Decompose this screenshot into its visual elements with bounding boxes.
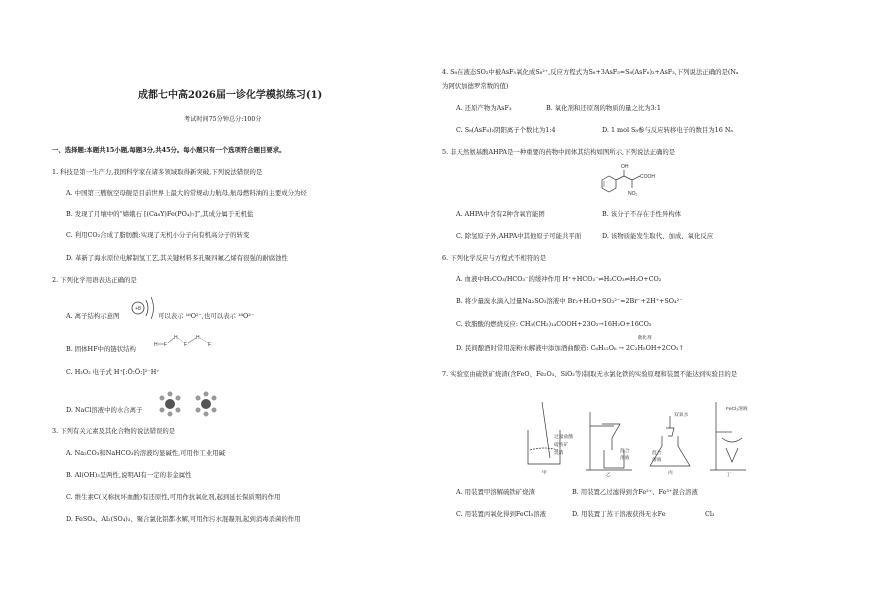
- q4-option-c: C. S₈(AsF₆)₂阴阳离子个数比为1:4: [456, 126, 556, 134]
- svg-text:F: F: [164, 342, 168, 348]
- catalyst-label: 催化剂: [638, 336, 652, 341]
- q7-option-d: D. 用装置丁蒸干溶液获得无水Fe: [572, 510, 666, 518]
- svg-text:混合: 混合: [620, 449, 630, 454]
- q1-option-d: D. 革新了海水原位电解制氢工艺,其关键材料多孔聚四氟乙烯有很强的耐腐蚀性: [66, 254, 288, 262]
- svg-text:FeCl₃溶液: FeCl₃溶液: [726, 407, 748, 412]
- page-title: 成都七中高2026届一诊化学模拟练习(1): [138, 90, 323, 101]
- hydrated-ion-diagram: [156, 390, 226, 418]
- svg-text:NO₂: NO₂: [628, 191, 638, 197]
- q6-option-a: A. 血液中H₂CO₃/HCO₃⁻的缓冲作用 H⁺+HCO₃⁻⇌H₂CO₃⇌H₂O+CO₂: [456, 275, 662, 283]
- q2-option-a-tail: 可以表示 ¹⁶O²⁻,也可以表示 ¹⁸O²⁻: [158, 312, 255, 320]
- q3-option-c: C. 维生素C(又称抗坏血酸)有还原性,可用作抗氧化剂,起到延长保质期的作用: [66, 493, 281, 501]
- svg-text:丁: 丁: [726, 473, 731, 478]
- q2-option-d: D. NaCl溶液中的水合离子: [66, 406, 143, 414]
- q7-option-d-tail: Cl₃: [705, 510, 715, 518]
- q3-option-a: A. Na₂CO₃和NaHCO₃的溶液均显碱性,可用作工业用碱: [66, 449, 225, 457]
- q6-stem: 6. 下列化学反应与方程式不相符的是: [442, 254, 546, 262]
- q7-option-c: C. 用装置丙氧化得到FeCl₃溶液: [456, 510, 546, 518]
- svg-text:溶液: 溶液: [652, 458, 662, 463]
- q4-stem-line2: 为阿伏加德罗常数的值): [442, 82, 509, 90]
- ahpa-structure: [592, 162, 682, 204]
- svg-text:H: H: [154, 342, 158, 348]
- q6-option-b: B. 将少量溴水滴入过量Na₂SO₃溶液中 Br₂+H₂O+SO₃²⁻=2Br⁻+2H⁺+SO₄²⁻: [456, 297, 683, 305]
- q4-option-a: A. 还原产物为AsF₃: [456, 104, 512, 112]
- hf-chain-diagram: [152, 334, 222, 352]
- q1-option-a: A. 中国第三艘航空母舰是目前世界上最大的常规动力航母,航母燃料油的主要成分为烃: [66, 189, 307, 197]
- svg-text:甲: 甲: [542, 471, 547, 476]
- q2-option-c: C. H₂O₂ 电子式 H⁺[:Ö:Ö:]²⁻H⁺: [66, 368, 160, 376]
- svg-text:F: F: [184, 342, 188, 348]
- svg-text:乙: 乙: [606, 473, 611, 478]
- nucleus-label: +8: [135, 306, 141, 312]
- q2-option-a: A. 离子结构示意图: [66, 312, 120, 320]
- svg-text:丙: 丙: [668, 471, 673, 476]
- svg-text:F: F: [208, 342, 212, 348]
- svg-text:混合: 混合: [652, 451, 662, 456]
- svg-text:硫铁矿: 硫铁矿: [554, 443, 569, 448]
- q2-option-b: B. 固体HF中的链状结构: [66, 345, 136, 353]
- svg-text:H: H: [174, 335, 178, 341]
- q7-stem: 7. 实验室由硫铁矿烧渣(含FeO、Fe₂O₃、SiO₂等)制取无水氯化铁的实验原理和装置不能达到实验目的是: [442, 370, 738, 378]
- q1-stem: 1. 科技是第一生产力,我国科学家在诸多领域取得新突破,下列说法错误的是: [52, 168, 263, 176]
- q7-option-b: B. 用装置乙过滤得到含Fe²⁺、Fe³⁺混合溶液: [572, 488, 698, 496]
- q4-option-d: D. 1 mol S₈参与反应转移电子的数目为16 Nₐ: [602, 126, 733, 134]
- q7-option-a: A. 用装置甲溶解硫铁矿烧渣: [456, 488, 535, 496]
- q6-option-d: D. 民间酿酒时常用淀粉水解液中添加酒曲酿造: C₆H₁₂O₆ → 2C₂H₅OH+2CO₂↑: [456, 344, 684, 352]
- svg-text:烧渣: 烧渣: [554, 451, 564, 456]
- q2-stem: 2. 下列化学用语表达正确的是: [52, 276, 137, 284]
- q1-option-c: C. 利用CO₂合成了脂肪酸:实现了无机小分子向有机高分子的转变: [66, 231, 250, 239]
- q5-option-a: A. AHPA中含有2种含氧官能团: [456, 210, 545, 218]
- q4-stem-line1: 4. S₈在液态SO₂中被AsF₅氧化成S₈²⁺,反应方程式为S₈+3AsF₅=S₈(AsF₆)₂+AsF₃,下列说法正确的是(Nₐ: [442, 68, 739, 76]
- q4-option-b: B. 氧化剂和还原剂的物质的量之比为3:1: [546, 104, 661, 112]
- q5-stem: 5. 非天然氨基酸AHPA是一种重要的药物中间体其结构如图所示,下列说法正确的是: [442, 148, 676, 156]
- q5-option-d: D. 该物质能发生取代、加成、氧化反应: [602, 232, 714, 240]
- ion-structure-diagram: [128, 293, 158, 323]
- q3-stem: 3. 下列有关元素及其化合物的说法错误的是: [52, 427, 176, 435]
- svg-text:H: H: [196, 335, 200, 341]
- q5-option-b: B. 该分子不存在手性异构体: [602, 210, 682, 218]
- q3-option-b: B. Al(OH)₃呈两性,说明Al有一定的非金属性: [66, 471, 192, 479]
- q3-option-d: D. FeSO₄、Al₂(SO₄)₃、聚合氯化铝都水解,可用作污水混凝剂,起到消毒杀菌的作用: [66, 515, 301, 523]
- q5-option-c: C. 除氢原子外,AHPA中其他原子可能共平面: [456, 232, 582, 240]
- q6-option-c: C. 软脂酸的燃烧反应: CH₃(CH₂)₁₄COOH+23O₂→16H₂O+16CO₂: [456, 320, 652, 328]
- svg-text:双氧水: 双氧水: [674, 413, 689, 418]
- apparatus-diagram: [520, 392, 750, 476]
- exam-info: 考试时间75分钟总分:100分: [184, 116, 262, 123]
- svg-text:OH: OH: [621, 164, 629, 170]
- q1-option-b: B. 发现了月壤中的“嫦娥石 [(Ca₈Y)Fe(PO₄)₇]”,其成分属于无机盐: [66, 210, 254, 218]
- svg-text:溶液: 溶液: [620, 456, 630, 461]
- svg-text:COOH: COOH: [640, 174, 655, 180]
- svg-text:过量盐酸: 过量盐酸: [554, 435, 574, 440]
- section-heading: 一、选择题:本题共15小题,每题3分,共45分。每小题只有一个选项符合题目要求。: [52, 146, 286, 154]
